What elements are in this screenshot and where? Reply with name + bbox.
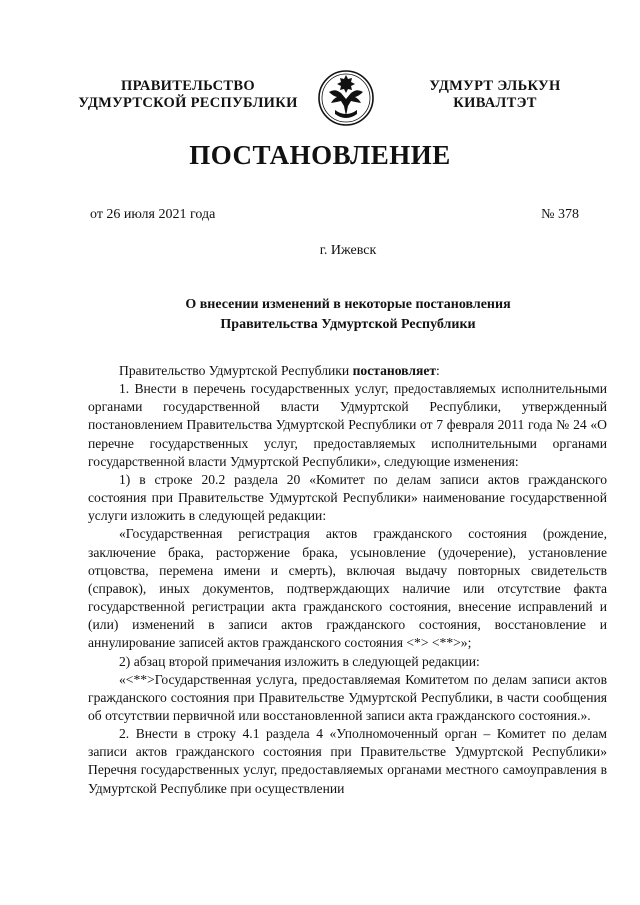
paragraph-5: «<**>Государственная услуга, предоставляемая Комитетом по делам записи актов гражданского состояния при Правительстве Удмуртской Республики, в части сообщения об отсутствии первичной или восстановленной записи акта гражданского состояния.».	[88, 671, 607, 723]
document-city: г. Ижевск	[319, 243, 377, 258]
document-body	[88, 362, 607, 798]
document-date: от 26 июля 2021 года	[90, 207, 216, 222]
subject-line-2: Правительства Удмуртской Республики	[220, 317, 476, 332]
government-name-udm-line1: УДМУРТ ЭЛЬКУН	[429, 78, 561, 94]
header-right	[410, 78, 580, 112]
subject-line-1: О внесении изменений в некоторые постановления	[185, 297, 511, 312]
header-left	[78, 78, 298, 112]
government-name-udm-line2: КИВАЛТЭТ	[453, 95, 537, 111]
intro-verb: постановляет	[352, 363, 437, 378]
document-subject	[88, 295, 608, 335]
paragraph-3: «Государственная регистрация актов гражданского состояния (рождение, заключение брака, расторжение брака, усыновление (удочерение), установление отцовства, перемена имени и смерть), включая выдачу повторных свидетельств (справок), иных документов, подтверждающих наличие или отсутствие факта государственной регистрации акта гражданского состояния, внесение исправлений и (или) изменений в записи актов гражданского состояния, восстановление и аннулирование записей актов гражданского состояния <*> <**>»;	[88, 526, 607, 651]
paragraph-intro	[88, 362, 607, 380]
coat-of-arms-icon	[317, 66, 375, 130]
government-name-ru-line1: ПРАВИТЕЛЬСТВО	[121, 78, 255, 94]
paragraph-1: 1. Внести в перечень государственных услуг, предоставляемых исполнительными органами государственной власти Удмуртской Республики, утвержденный постановлением Правительства Удмуртской Республики от 7 февраля 2011 года № 24 «О перечне государственных услуг, предоставляемых исполнительными органами государственной власти Удмуртской Республики», следующие изменения:	[88, 381, 607, 469]
document-number: № 378	[541, 207, 579, 222]
document-title: ПОСТАНОВЛЕНИЕ	[189, 140, 451, 170]
intro-colon: :	[436, 363, 440, 378]
paragraph-4: 2) абзац второй примечания изложить в следующей редакции:	[119, 653, 480, 669]
paragraph-2: 1) в строке 20.2 раздела 20 «Комитет по делам записи актов гражданского состояния при Правительстве Удмуртской Республики» наименование государственной услуги изложить в следующей редакции:	[88, 471, 607, 524]
intro-text: Правительство Удмуртской Республики	[119, 363, 350, 378]
paragraph-6: 2. Внести в строку 4.1 раздела 4 «Уполномоченный орган – Комитет по делам записи актов гражданского состояния при Правительстве Удмуртской Республики» Перечня государственных услуг, предоставляемых органами местного самоуправления в Удмуртской Республике при осуществлении	[88, 726, 607, 796]
government-name-ru-line2: УДМУРТСКОЙ РЕСПУБЛИКИ	[78, 95, 298, 111]
